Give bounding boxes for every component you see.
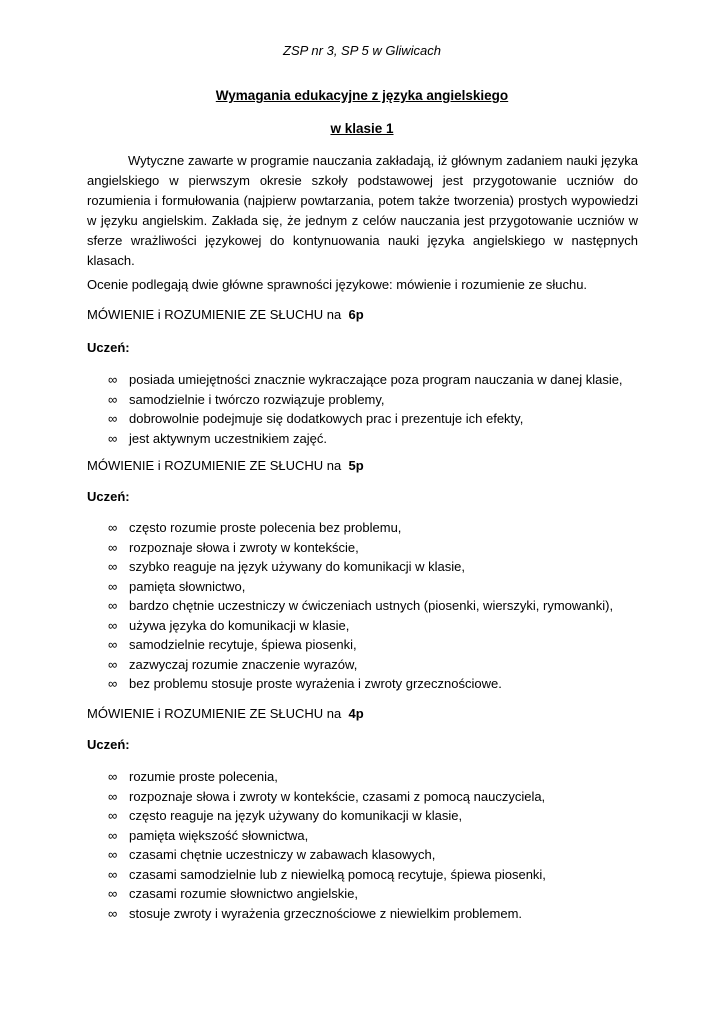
infinity-bullet-icon: ∞ <box>108 617 118 633</box>
requirements-list-6p <box>108 370 648 448</box>
list-item: ∞ bardzo chętnie uczestniczy w ćwiczeniach ustnych (piosenki, wierszyki, rymowanki), <box>108 596 648 616</box>
infinity-bullet-icon: ∞ <box>108 391 118 407</box>
list-item: ∞ samodzielnie recytuje, śpiewa piosenki, <box>108 635 648 655</box>
infinity-bullet-icon: ∞ <box>108 578 118 594</box>
requirements-list-5p <box>108 518 648 694</box>
list-item: ∞ często reaguje na język używany do komunikacji w klasie, <box>108 806 648 826</box>
list-item: ∞ samodzielnie i twórczo rozwiązuje problemy, <box>108 390 648 410</box>
list-item: ∞ szybko reaguje na język używany do komunikacji w klasie, <box>108 557 648 577</box>
infinity-bullet-icon: ∞ <box>108 559 118 574</box>
list-item: ∞ stosuje zwroty i wyrażenia grzecznościowe z niewielkim problemem. <box>108 904 648 924</box>
section-heading-4p <box>87 706 647 721</box>
list-item: ∞ pamięta słownictwo, <box>108 577 648 597</box>
infinity-bullet-icon: ∞ <box>108 808 118 823</box>
list-item: ∞ dobrowolnie podejmuje się dodatkowych prac i prezentuje ich efekty, <box>108 409 648 429</box>
student-label: Uczeń: <box>87 489 130 504</box>
list-item: ∞ rozpoznaje słowa i zwroty w kontekście, <box>108 538 648 558</box>
list-item: ∞ rozumie proste polecenia, <box>108 767 648 787</box>
list-item: ∞ czasami rozumie słownictwo angielskie, <box>108 884 648 904</box>
intro-paragraph: Wytyczne zawarte w programie nauczania zakładają, iż głównym zadaniem nauki języka angielskiego w pierwszym okresie szkoły podstawowej jest przygotowanie uczniów do rozumienia i formułowania (najpierw powtarzania, potem także tworzenia) prostych wypowiedzi w języku angielskim. Zakłada się, że jednym z celów nauczania jest przygotowanie uczniów w sferze wrażliwości językowej do kontynuowania nauki języka angielskiego w następnych klasach. <box>87 153 638 268</box>
infinity-bullet-icon: ∞ <box>108 886 118 901</box>
infinity-bullet-icon: ∞ <box>108 788 118 804</box>
section-heading-text: MÓWIENIE i ROZUMIENIE ZE SŁUCHU na <box>87 706 342 721</box>
grade-label: 6p <box>348 307 364 322</box>
infinity-bullet-icon: ∞ <box>108 539 118 555</box>
section-heading-text: MÓWIENIE i ROZUMIENIE ZE SŁUCHU na <box>87 458 342 473</box>
list-item: ∞ jest aktywnym uczestnikiem zajęć. <box>108 429 648 449</box>
infinity-bullet-icon: ∞ <box>108 520 118 535</box>
infinity-bullet-icon: ∞ <box>108 769 118 784</box>
section-heading-5p <box>87 458 647 473</box>
student-label: Uczeń: <box>87 340 130 355</box>
list-item: ∞ bez problemu stosuje proste wyrażenia i zwroty grzecznościowe. <box>108 674 648 694</box>
section-heading-text: MÓWIENIE i ROZUMIENIE ZE SŁUCHU na <box>87 307 342 322</box>
list-item: ∞ rozpoznaje słowa i zwroty w kontekście, czasami z pomocą nauczyciela, <box>108 787 648 807</box>
list-item: ∞ zazwyczaj rozumie znaczenie wyrazów, <box>108 655 648 675</box>
infinity-bullet-icon: ∞ <box>108 411 118 426</box>
infinity-bullet-icon: ∞ <box>108 656 118 672</box>
list-item: ∞ czasami samodzielnie lub z niewielką pomocą recytuje, śpiewa piosenki, <box>108 865 648 885</box>
document-title: Wymagania edukacyjne z języka angielskiego <box>215 88 509 103</box>
infinity-bullet-icon: ∞ <box>108 372 118 387</box>
infinity-bullet-icon: ∞ <box>108 430 118 446</box>
section-heading-6p <box>87 307 647 322</box>
requirements-list-4p <box>108 767 648 923</box>
infinity-bullet-icon: ∞ <box>108 847 118 862</box>
infinity-bullet-icon: ∞ <box>108 598 118 613</box>
assessment-note: Ocenie podlegają dwie główne sprawności językowe: mówienie i rozumienie ze słuchu. <box>87 277 588 292</box>
list-item: ∞ pamięta większość słownictwa, <box>108 826 648 846</box>
list-item: ∞ często rozumie proste polecenia bez problemu, <box>108 518 648 538</box>
document-subtitle: w klasie 1 <box>330 121 394 136</box>
list-item: ∞ posiada umiejętności znacznie wykraczające poza program nauczania w danej klasie, <box>108 370 648 390</box>
grade-label: 4p <box>348 706 364 721</box>
list-item: ∞ czasami chętnie uczestniczy w zabawach klasowych, <box>108 845 648 865</box>
infinity-bullet-icon: ∞ <box>108 866 118 882</box>
student-label: Uczeń: <box>87 737 130 752</box>
grade-label: 5p <box>348 458 364 473</box>
infinity-bullet-icon: ∞ <box>108 637 118 652</box>
infinity-bullet-icon: ∞ <box>108 676 118 691</box>
page-header: ZSP nr 3, SP 5 w Gliwicach <box>283 43 441 58</box>
infinity-bullet-icon: ∞ <box>108 905 118 921</box>
infinity-bullet-icon: ∞ <box>108 827 118 843</box>
list-item: ∞ używa języka do komunikacji w klasie, <box>108 616 648 636</box>
